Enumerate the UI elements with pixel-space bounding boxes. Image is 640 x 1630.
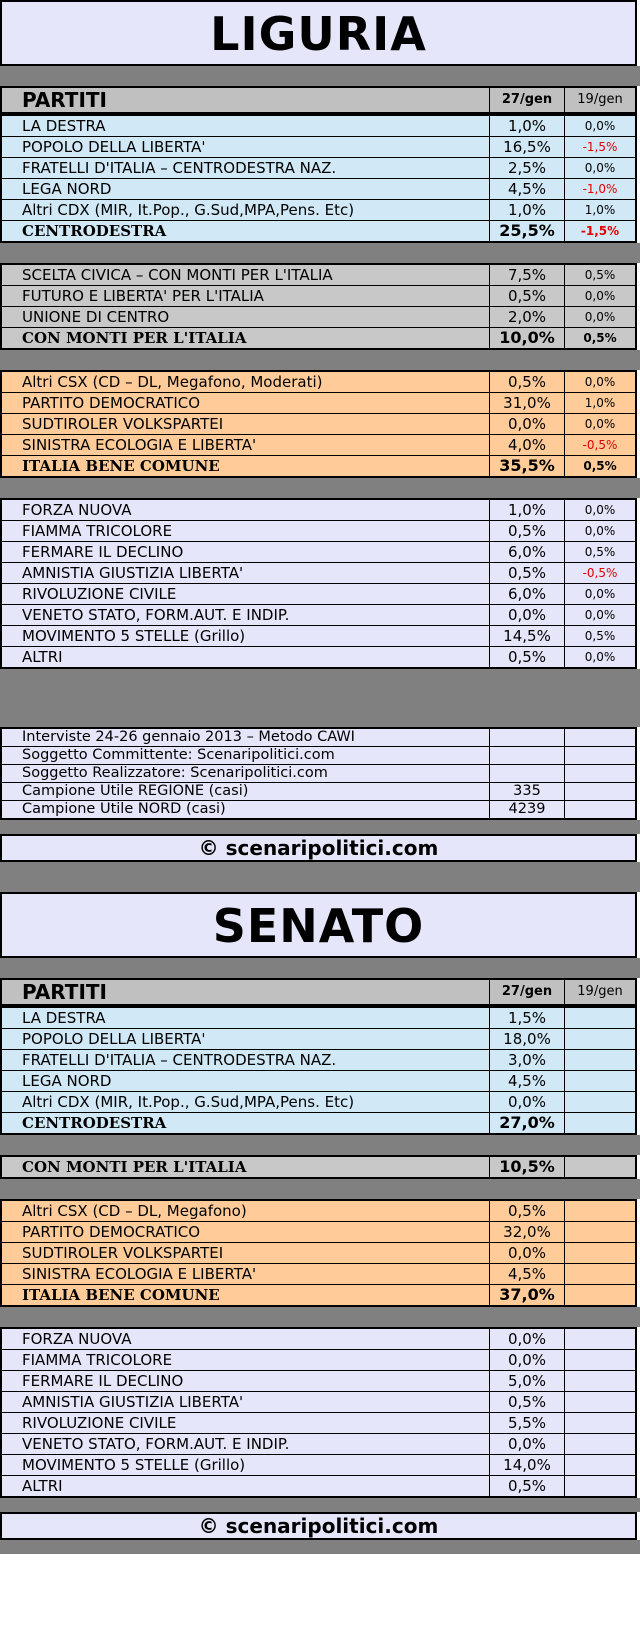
party-delta xyxy=(565,1476,637,1498)
party-name: CON MONTI PER L'ITALIA xyxy=(1,328,490,350)
party-row xyxy=(1,801,636,820)
party-name: MOVIMENTO 5 STELLE (Grillo) xyxy=(1,626,490,647)
total-row xyxy=(1,221,636,243)
total-row xyxy=(1,1285,636,1307)
party-name: SINISTRA ECOLOGIA E LIBERTA' xyxy=(1,435,490,456)
party-value: 1,0% xyxy=(490,499,565,521)
separator xyxy=(0,1135,640,1155)
party-value: 10,5% xyxy=(490,1156,565,1178)
party-name: VENETO STATO, FORM.AUT. E INDIP. xyxy=(1,605,490,626)
party-row xyxy=(1,542,636,563)
senato-cdx-table xyxy=(0,1006,637,1135)
party-delta: 0,0% xyxy=(565,158,637,179)
party-delta: 0,0% xyxy=(565,414,637,435)
party-row xyxy=(1,1434,636,1455)
party-name: SUDTIROLER VOLKSPARTEI xyxy=(1,1243,490,1264)
party-value: 4,5% xyxy=(490,1264,565,1285)
party-name: Altri CDX (MIR, It.Pop., G.Sud,MPA,Pens. Etc) xyxy=(1,200,490,221)
party-row xyxy=(1,1029,636,1050)
party-value: 1,5% xyxy=(490,1007,565,1029)
party-name: Soggetto Realizzatore: Scenaripolitici.com xyxy=(1,765,490,783)
party-name: ALTRI xyxy=(1,1476,490,1498)
party-value: 0,5% xyxy=(490,371,565,393)
party-row xyxy=(1,371,636,393)
total-row xyxy=(1,1113,636,1135)
party-delta: -1,0% xyxy=(565,179,637,200)
party-value: 0,5% xyxy=(490,521,565,542)
party-value: 6,0% xyxy=(490,584,565,605)
party-row xyxy=(1,765,636,783)
party-name: AMNISTIA GIUSTIZIA LIBERTA' xyxy=(1,563,490,584)
party-name: SCELTA CIVICA – CON MONTI PER L'ITALIA xyxy=(1,264,490,286)
party-row xyxy=(1,1243,636,1264)
party-delta xyxy=(565,1434,637,1455)
party-row xyxy=(1,747,636,765)
party-value: 0,0% xyxy=(490,605,565,626)
party-row xyxy=(1,521,636,542)
party-delta: 0,5% xyxy=(565,264,637,286)
party-value: 31,0% xyxy=(490,393,565,414)
liguria-header-row xyxy=(1,87,636,113)
party-name: FRATELLI D'ITALIA – CENTRODESTRA NAZ. xyxy=(1,158,490,179)
party-name: PARTITO DEMOCRATICO xyxy=(1,1222,490,1243)
party-name: AMNISTIA GIUSTIZIA LIBERTA' xyxy=(1,1392,490,1413)
party-delta: 0,0% xyxy=(565,521,637,542)
party-name: LA DESTRA xyxy=(1,115,490,137)
party-value: 14,0% xyxy=(490,1455,565,1476)
party-value: 1,0% xyxy=(490,115,565,137)
party-name: FERMARE IL DECLINO xyxy=(1,1371,490,1392)
separator xyxy=(0,1498,640,1512)
party-row xyxy=(1,647,636,669)
party-delta xyxy=(565,1156,637,1178)
party-row xyxy=(1,1413,636,1434)
party-name: ITALIA BENE COMUNE xyxy=(1,456,490,478)
separator xyxy=(0,669,640,727)
party-name: CON MONTI PER L'ITALIA xyxy=(1,1156,490,1178)
party-value xyxy=(490,765,565,783)
party-delta xyxy=(565,1328,637,1350)
party-value: 4,5% xyxy=(490,179,565,200)
party-value xyxy=(490,747,565,765)
party-name: Soggetto Committente: Scenaripolitici.com xyxy=(1,747,490,765)
party-delta: 0,0% xyxy=(565,584,637,605)
party-delta: -1,5% xyxy=(565,137,637,158)
party-value: 0,0% xyxy=(490,1092,565,1113)
party-delta: 0,0% xyxy=(565,647,637,669)
party-delta xyxy=(565,1200,637,1222)
party-value: 5,0% xyxy=(490,1371,565,1392)
party-row xyxy=(1,1200,636,1222)
party-row xyxy=(1,393,636,414)
party-delta xyxy=(565,1092,637,1113)
party-name: Altri CSX (CD – DL, Megafono) xyxy=(1,1200,490,1222)
party-name: FORZA NUOVA xyxy=(1,499,490,521)
party-delta xyxy=(565,783,637,801)
liguria-monti-table xyxy=(0,263,637,350)
party-name: Altri CDX (MIR, It.Pop., G.Sud,MPA,Pens. Etc) xyxy=(1,1092,490,1113)
party-delta: 0,5% xyxy=(565,542,637,563)
senato-footer: © scenaripolitici.com xyxy=(0,1512,637,1540)
party-value: 0,5% xyxy=(490,1392,565,1413)
separator xyxy=(0,862,640,892)
party-row xyxy=(1,605,636,626)
party-row xyxy=(1,1328,636,1350)
party-delta: 0,0% xyxy=(565,286,637,307)
party-name: MOVIMENTO 5 STELLE (Grillo) xyxy=(1,1455,490,1476)
separator xyxy=(0,243,640,263)
liguria-others-table xyxy=(0,498,637,669)
party-value: 35,5% xyxy=(490,456,565,478)
party-row xyxy=(1,728,636,747)
liguria-info-table xyxy=(0,727,637,820)
party-value: 5,5% xyxy=(490,1413,565,1434)
party-value: 32,0% xyxy=(490,1222,565,1243)
party-name: Interviste 24-26 gennaio 2013 – Metodo CAWI xyxy=(1,728,490,747)
party-delta: 0,0% xyxy=(565,307,637,328)
party-value: 0,5% xyxy=(490,286,565,307)
separator xyxy=(0,958,640,978)
party-row xyxy=(1,414,636,435)
total-row xyxy=(1,456,636,478)
party-delta: 1,0% xyxy=(565,200,637,221)
party-value: 18,0% xyxy=(490,1029,565,1050)
party-value: 0,0% xyxy=(490,1243,565,1264)
party-value: 2,5% xyxy=(490,158,565,179)
liguria-csx-table xyxy=(0,370,637,478)
party-value: 0,5% xyxy=(490,1476,565,1498)
party-name: FERMARE IL DECLINO xyxy=(1,542,490,563)
senato-header-row xyxy=(1,979,636,1005)
party-delta xyxy=(565,1455,637,1476)
party-value: 37,0% xyxy=(490,1285,565,1307)
party-delta xyxy=(565,1050,637,1071)
party-delta: 0,0% xyxy=(565,605,637,626)
party-value: 10,0% xyxy=(490,328,565,350)
party-delta xyxy=(565,1071,637,1092)
party-row xyxy=(1,158,636,179)
total-row xyxy=(1,328,636,350)
party-name: Campione Utile NORD (casi) xyxy=(1,801,490,820)
party-value: 27,0% xyxy=(490,1113,565,1135)
party-row xyxy=(1,584,636,605)
party-delta xyxy=(565,1413,637,1434)
party-delta xyxy=(565,1113,637,1135)
party-name: UNIONE DI CENTRO xyxy=(1,307,490,328)
separator xyxy=(0,478,640,498)
party-delta: 0,5% xyxy=(565,626,637,647)
party-name: CENTRODESTRA xyxy=(1,1113,490,1135)
party-name: FIAMMA TRICOLORE xyxy=(1,1350,490,1371)
party-name: LEGA NORD xyxy=(1,1071,490,1092)
party-delta xyxy=(565,1029,637,1050)
senato-monti-table xyxy=(0,1155,637,1179)
separator xyxy=(0,350,640,370)
party-row xyxy=(1,1350,636,1371)
party-name: ALTRI xyxy=(1,647,490,669)
party-value: 25,5% xyxy=(490,221,565,243)
party-delta: 0,5% xyxy=(565,328,637,350)
party-name: Campione Utile REGIONE (casi) xyxy=(1,783,490,801)
party-delta xyxy=(565,1222,637,1243)
party-delta xyxy=(565,1264,637,1285)
party-name: LEGA NORD xyxy=(1,179,490,200)
total-row xyxy=(1,1156,636,1178)
party-delta: 0,5% xyxy=(565,456,637,478)
col-prev-header: 19/gen xyxy=(565,87,637,113)
party-row xyxy=(1,626,636,647)
party-name: FUTURO E LIBERTA' PER L'ITALIA xyxy=(1,286,490,307)
party-value: 0,0% xyxy=(490,1350,565,1371)
party-delta xyxy=(565,1392,637,1413)
party-delta: 0,0% xyxy=(565,115,637,137)
party-name: CENTRODESTRA xyxy=(1,221,490,243)
party-value: 14,5% xyxy=(490,626,565,647)
party-delta xyxy=(565,728,637,747)
party-name: Altri CSX (CD – DL, Megafono, Moderati) xyxy=(1,371,490,393)
party-delta xyxy=(565,1371,637,1392)
party-name: SUDTIROLER VOLKSPARTEI xyxy=(1,414,490,435)
party-name: LA DESTRA xyxy=(1,1007,490,1029)
liguria-footer: © scenaripolitici.com xyxy=(0,834,637,862)
party-name: FIAMMA TRICOLORE xyxy=(1,521,490,542)
partiti-header: PARTITI xyxy=(1,979,490,1005)
party-row xyxy=(1,499,636,521)
party-name: POPOLO DELLA LIBERTA' xyxy=(1,1029,490,1050)
party-delta xyxy=(565,747,637,765)
party-name: VENETO STATO, FORM.AUT. E INDIP. xyxy=(1,1434,490,1455)
liguria-title: LIGURIA xyxy=(0,0,637,66)
party-value: 335 xyxy=(490,783,565,801)
party-value: 0,0% xyxy=(490,1434,565,1455)
party-value: 4,5% xyxy=(490,1071,565,1092)
party-value: 0,5% xyxy=(490,563,565,584)
partiti-header: PARTITI xyxy=(1,87,490,113)
party-delta: 0,0% xyxy=(565,499,637,521)
party-row xyxy=(1,1392,636,1413)
senato-title: SENATO xyxy=(0,892,637,958)
party-value: 16,5% xyxy=(490,137,565,158)
party-name: FORZA NUOVA xyxy=(1,1328,490,1350)
separator xyxy=(0,66,640,86)
party-row xyxy=(1,1071,636,1092)
separator xyxy=(0,1540,640,1554)
party-row xyxy=(1,307,636,328)
party-row xyxy=(1,1264,636,1285)
party-row xyxy=(1,1222,636,1243)
senato-csx-table xyxy=(0,1199,637,1307)
party-name: RIVOLUZIONE CIVILE xyxy=(1,1413,490,1434)
separator xyxy=(0,820,640,834)
party-row xyxy=(1,137,636,158)
separator xyxy=(0,1307,640,1327)
party-row xyxy=(1,1007,636,1029)
party-value: 4239 xyxy=(490,801,565,820)
party-delta xyxy=(565,1007,637,1029)
party-value: 7,5% xyxy=(490,264,565,286)
party-value: 1,0% xyxy=(490,200,565,221)
party-row xyxy=(1,563,636,584)
party-value: 0,0% xyxy=(490,414,565,435)
senato-header-table xyxy=(0,978,637,1006)
party-delta: 1,0% xyxy=(565,393,637,414)
party-name: PARTITO DEMOCRATICO xyxy=(1,393,490,414)
party-delta xyxy=(565,1285,637,1307)
separator xyxy=(0,1179,640,1199)
party-delta xyxy=(565,801,637,820)
party-delta: -0,5% xyxy=(565,563,637,584)
col-current-header: 27/gen xyxy=(490,87,565,113)
party-row xyxy=(1,1455,636,1476)
party-row xyxy=(1,1050,636,1071)
party-value xyxy=(490,728,565,747)
party-row xyxy=(1,1371,636,1392)
party-row xyxy=(1,1092,636,1113)
party-value: 0,0% xyxy=(490,1328,565,1350)
party-value: 0,5% xyxy=(490,1200,565,1222)
party-name: FRATELLI D'ITALIA – CENTRODESTRA NAZ. xyxy=(1,1050,490,1071)
party-value: 6,0% xyxy=(490,542,565,563)
party-delta: 0,0% xyxy=(565,371,637,393)
col-current-header: 27/gen xyxy=(490,979,565,1005)
senato-others-table xyxy=(0,1327,637,1498)
party-name: ITALIA BENE COMUNE xyxy=(1,1285,490,1307)
party-delta xyxy=(565,1243,637,1264)
party-row xyxy=(1,200,636,221)
party-name: SINISTRA ECOLOGIA E LIBERTA' xyxy=(1,1264,490,1285)
party-row xyxy=(1,435,636,456)
party-row xyxy=(1,783,636,801)
party-delta: -0,5% xyxy=(565,435,637,456)
party-row xyxy=(1,115,636,137)
party-delta xyxy=(565,1350,637,1371)
col-prev-header: 19/gen xyxy=(565,979,637,1005)
party-row xyxy=(1,286,636,307)
liguria-cdx-table xyxy=(0,114,637,243)
party-delta xyxy=(565,765,637,783)
liguria-header-table xyxy=(0,86,637,114)
party-row xyxy=(1,264,636,286)
party-delta: -1,5% xyxy=(565,221,637,243)
party-value: 0,5% xyxy=(490,647,565,669)
party-value: 3,0% xyxy=(490,1050,565,1071)
party-name: RIVOLUZIONE CIVILE xyxy=(1,584,490,605)
party-value: 4,0% xyxy=(490,435,565,456)
party-name: POPOLO DELLA LIBERTA' xyxy=(1,137,490,158)
party-row xyxy=(1,179,636,200)
party-row xyxy=(1,1476,636,1498)
party-value: 2,0% xyxy=(490,307,565,328)
